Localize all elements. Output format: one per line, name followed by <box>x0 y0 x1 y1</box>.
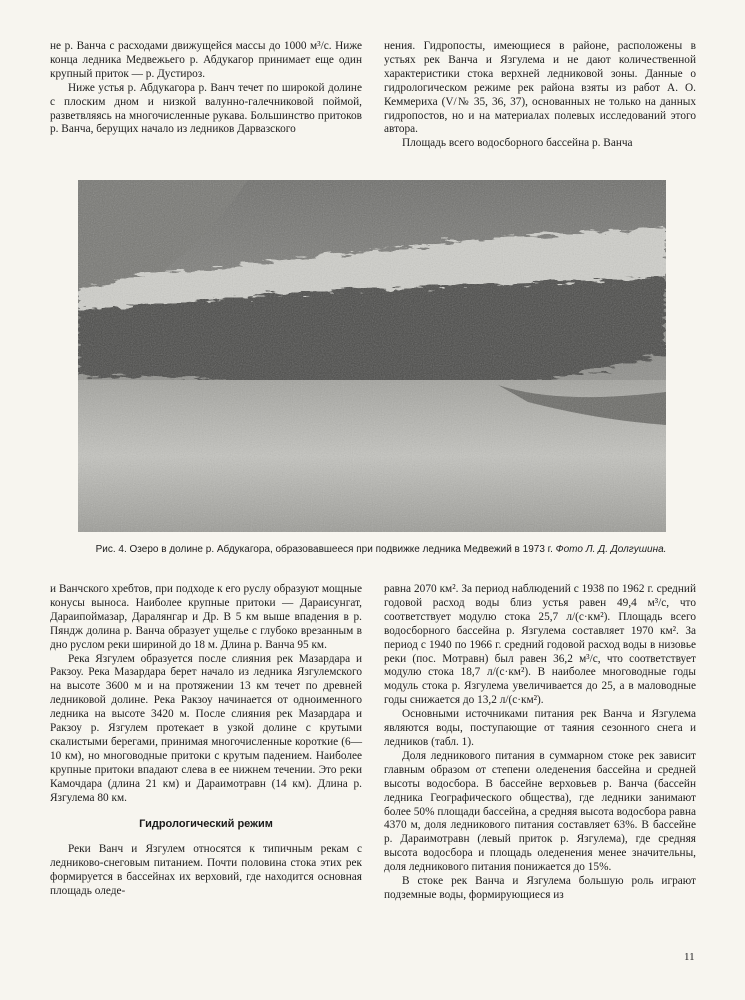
paragraph: не р. Ванча с расходами движущейся массы до 1000 м³/с. Ниже конца ледника Медвежьего р. Абдукагор принимает еще один крупный приток — р. Дустироз. <box>50 40 362 80</box>
section-heading: Гидрологический режим <box>139 817 273 830</box>
photo-grain <box>78 180 666 532</box>
paragraph: Площадь всего водосборного бассейна р. Ванча <box>402 137 633 150</box>
paragraph: Реки Ванч и Язгулем относятся к типичным рекам с ледниково-снеговым питанием. Почти половина стока этих рек формируется в бассейнах их верховий, где находится основная площадь оледе- <box>50 843 362 898</box>
figure-caption <box>86 543 676 556</box>
bottom-right-column <box>384 583 696 903</box>
paragraph: Основными источниками питания рек Ванча и Язгулема являются воды, поступающие от таяния сезонного снега и ледников (табл. 1). <box>384 708 696 748</box>
page-number: 11 <box>684 951 695 963</box>
paragraph: В стоке рек Ванча и Язгулема большую роль играют подземные воды, формирующиеся из <box>384 875 696 901</box>
paragraph: и Ванчского хребтов, при подходе к его руслу образуют мощные конусы выноса. Наиболее крупные притоки — Дараисунгат, Дараипоймазар, Даралянгар и Др. В 5 км выше впадения в р. Пяндж долина р. Ванча образует ущелье с глубоко врезанным в дно руслом реки шириной до 18 м. Длина р. Ванча 95 км. <box>50 583 362 651</box>
paragraph: Ниже устья р. Абдукагора р. Ванч течет по широкой долине с плоским дном и низкой валунно-галечниковой поймой, разветвляясь на многочисленные рукава. Большинство притоков р. Ванча, берущих начало из ледников Дарвазского <box>50 81 362 136</box>
top-left-column <box>50 40 362 137</box>
paragraph: Доля ледникового питания в суммарном стоке рек зависит главным образом от степени оледенения бассейна и средней высоты водосбора. В бассейне верховьев р. Ванча (бассейн ледника Географического общества), где ледники занимают более 50% площади бассейна, а средняя высота водосбора равна 4370 м, доля ледникового питания составляет 63%. В бассейне р. Дараимотравн (левый приток р. Язгулема), где средняя высота водосбора и площадь оледенения менее значительны, доля ледникового питания понижается до 15%. <box>384 749 696 874</box>
paragraph: Река Язгулем образуется после слияния рек Мазардара и Ракзоу. Река Мазардара берет начало из ледника Язгулемского на высоте 3600 м и на протяжении 13 км течет по древней ледниковой долине. Река Ракзоу начинается от одноименного ледника на высоте 3420 м. После слияния рек Мазардара и Ракзоу р. Язгулем протекает в узкой долине с крутыми скалистыми берегами, принимая многочисленные короткие (6—10 км), но многоводные притоки с крутым падением. Наиболее крупные притоки впадают слева в ее нижнем течении. Это реки Камочдара (длина 21 км) и Дараимотравн (14 км). Длина р. Язгулема 80 км. <box>50 652 362 804</box>
lake-photograph <box>78 180 666 532</box>
bottom-left-column <box>50 583 362 899</box>
paragraph: нения. Гидропосты, имеющиеся в районе, расположены в устьях рек Ванча и Язгулема и не дают количественной характеристики стока верхней ледниковой зоны. Данные о гидрологическом режиме рек района взяты из работ А. О. Кеммериха (V/№ 35, 36, 37), основанных не только на данных гидропостов, но и на материалах полевых исследований этого автора. <box>384 40 696 136</box>
top-right-column <box>384 40 696 151</box>
caption-credit: Фото Л. Д. Долгушина. <box>555 544 667 555</box>
caption-text: Рис. 4. Озеро в долине р. Абдукагора, образовавшееся при подвижке ледника Медвежий в 1973 г. <box>95 544 553 555</box>
paragraph: равна 2070 км². За период наблюдений с 1938 по 1962 г. средний годовой расход воды близ устья равен 49,4 м³/с, что соответствует модулю стока 25,7 л/(с·км²). Площадь всего водосборного бассейна р. Язгулема составляет 1970 км². За период с 1940 по 1966 г. средний годовой расход воды в низовье реки (пос. Мотравн) был равен 36,2 м³/с, что соответствует модулю стока 18,7 л/(с·км²). В наиболее многоводные годы модуль стока р. Язгулема увеличивается до 25, а в маловодные годы снижается до 13,2 л/(с·км²). <box>384 583 696 707</box>
